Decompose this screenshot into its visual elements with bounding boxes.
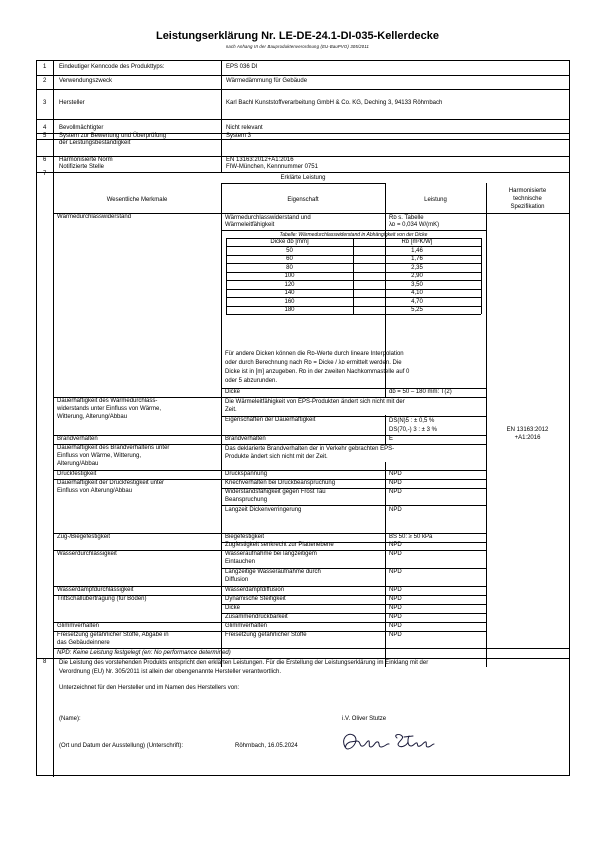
glimm-eigenschaft: Glimmverhalten	[225, 623, 268, 629]
npd-note: NPD: Keine Leistung festgelegt (en: No performance determined)	[57, 650, 231, 656]
dauer-waerme-eigenschaft: Eigenschaften der Dauerhaftigkeit	[225, 417, 316, 423]
header-spezifikation-1: Harmonisierte	[508, 188, 547, 194]
row-4-label: Bevollmächtigter	[59, 125, 104, 131]
document-title: Leistungserklärung Nr. LE-DE-24.1-DI-035-Kellerdecke	[155, 30, 440, 42]
row-5-number: 5	[43, 133, 47, 139]
druck-eigenschaft: Druckspannung	[225, 471, 268, 477]
zug-value-2: NPD	[389, 542, 402, 548]
tritt-eig-1: Dynamische Steifigkeit	[225, 596, 286, 602]
table-col-resistance: Rᴅ [m²K/W]	[401, 239, 433, 245]
section-8-place-value: Röhrnbach, 16.05.2024	[235, 743, 298, 749]
document-subtitle: nach Anhang III der Bauproduktenverordnung (EU-BauPVO) 305/2011	[225, 44, 370, 49]
table-row-resistance: 3,50	[411, 282, 423, 288]
interpolation-note-4: oder 5 abzurunden.	[225, 378, 278, 384]
interpolation-note-2: oder durch Berechnung nach Rᴅ = Dicke / λᴅ ermittelt werden. Die	[225, 360, 402, 366]
section-8-number: 8	[43, 659, 47, 665]
dampf-eigenschaft: Wasserdampfdiffusion	[225, 587, 285, 593]
row-2-number: 2	[43, 78, 47, 84]
row-1-number: 1	[43, 64, 47, 70]
dauer-waerme-value-2: DS(70,-) 3 : ± 3 %	[389, 427, 437, 433]
table-row-thickness: 80	[286, 265, 293, 271]
spec-line-1: EN 13163:2012	[506, 427, 549, 433]
dauer-waerme-text-1: Die Wärmeleitfähigkeit von EPS-Produkten ändert sich nicht mit der	[225, 399, 405, 405]
stoffe-label-1: Freisetzung gefährlicher Stoffe, Abgabe in	[57, 632, 169, 638]
header-eigenschaft: Eigenschaft	[287, 197, 319, 203]
zug-eig-2: Zugfestigkeit senkrecht zur Plattenebene	[225, 542, 334, 548]
tritt-label: Trittschallübertragung (für Böden)	[57, 596, 147, 602]
table-caption: Tabelle: Wärmedurchlasswiderstand in Abhängigkeit von der Dicke	[279, 232, 428, 238]
waerme-eigenschaft-1: Wärmedurchlasswiderstand und	[225, 215, 311, 221]
waerme-label: Wärmedurchlasswiderstand	[57, 214, 132, 220]
glimm-value: NPD	[389, 623, 402, 629]
row-4-number: 4	[43, 125, 47, 131]
dauer-druck-eig-3: Langzeit Dickenverringerung	[225, 507, 302, 513]
wasser-value-2: NPD	[389, 569, 402, 575]
zug-eig-1: Biegefestigkeit	[225, 534, 265, 540]
row-6-value-line2: FIW-München, Kennnummer 0751	[226, 164, 318, 170]
wasser-eig-1a: Wasseraufnahme bei langzeitigem	[225, 551, 317, 557]
table-row-thickness: 180	[284, 307, 295, 313]
dauer-waerme-text-2: Zeit.	[225, 407, 237, 413]
signature-image	[339, 727, 439, 757]
interpolation-note-1: Für andere Dicken können die Rᴅ-Werte durch lineare Interpolation	[225, 351, 404, 357]
dauer-druck-label-2: Einfluss von Alterung/Abbau	[57, 488, 133, 494]
druck-label: Druckfestigkeit	[57, 471, 97, 477]
zug-label: Zug-/Biegefestigkeit	[57, 534, 111, 540]
table-row-resistance: 5,25	[411, 307, 423, 313]
brand-eigenschaft: Brandverhalten	[225, 436, 266, 442]
dauer-brand-text-2: Produkte ändert sich nicht mit der Zeit.	[225, 454, 328, 460]
dauer-druck-eig-1: Kriechverhalten bei Druckbeanspruchung	[225, 480, 336, 486]
dauer-brand-label-1: Dauerhaftigkeit des Brandverhaltens unter	[57, 445, 170, 451]
table-row-thickness: 50	[286, 248, 293, 254]
header-leistung: Leistung	[424, 197, 447, 203]
dauer-waerme-value-1: DS(N)5 : ± 0,5 %	[389, 418, 435, 424]
dicke-value: dᴅ = 50 – 180 mm: T(2)	[389, 389, 452, 395]
row-2-value: Wärmedämmung für Gebäude	[226, 78, 308, 84]
section-8-signed-for: Unterzeichnet für den Hersteller und im Namen des Herstellers von:	[59, 685, 240, 691]
table-row-resistance: 4,10	[411, 290, 423, 296]
dauer-druck-value-2: NPD	[389, 489, 402, 495]
row-4-value: Nicht relevant	[226, 125, 263, 131]
section-8-text-2: Verordnung (EU) Nr. 305/2011 ist allein der obengenannte Hersteller verantwortlich.	[59, 669, 282, 675]
section-8-name-value: i.V. Oliver Stutze	[342, 716, 387, 722]
row-2-label: Verwendungszweck	[59, 78, 113, 84]
row-1-label: Eindeutiger Kenncode des Produkttyps:	[59, 64, 165, 70]
dauer-druck-eig-2b: Beanspruchung	[225, 497, 268, 503]
druck-value: NPD	[389, 471, 402, 477]
stoffe-eigenschaft: Freisetzung gefährlicher Stoffe	[225, 632, 307, 638]
table-col-thickness: Dicke dᴅ [mm]	[270, 239, 309, 245]
table-row-thickness: 60	[286, 256, 293, 262]
dauer-waerme-label-3: Witterung, Alterung/Abbau	[57, 414, 128, 420]
table-row-resistance: 1,46	[411, 248, 423, 254]
row-6-label-line2: Notifizierte Stelle	[59, 164, 105, 170]
brand-label: Brandverhalten	[57, 436, 98, 442]
tritt-eig-3: Zusammendrückbarkeit	[225, 614, 288, 620]
row-6-label-line1: Harmonisierte Norm	[59, 157, 113, 163]
row-3-value: Karl Bachl Kunststoffverarbeitung GmbH & Co. KG, Deching 3, 94133 Röhrnbach	[226, 100, 443, 106]
row-6-value-line1: EN 13163:2012+A1:2016	[226, 157, 294, 163]
table-row-thickness: 140	[284, 290, 295, 296]
spec-line-2: +A1:2016	[514, 435, 541, 441]
table-row-resistance: 2,90	[411, 273, 423, 279]
table-row-resistance: 1,76	[411, 256, 423, 262]
section-7-title: Erklärte Leistung	[280, 175, 326, 181]
zug-value-1: BS 50: ≥ 50 kPa	[389, 534, 433, 540]
wasser-eig-1b: Eintauchen	[225, 559, 256, 565]
row-1-value: EPS 036 DI	[226, 64, 258, 70]
tritt-value-3: NPD	[389, 614, 402, 620]
wasser-label: Wasserdurchlässigkeit	[57, 551, 117, 557]
header-spezifikation-2: technische	[513, 196, 542, 202]
wasser-value-1: NPD	[389, 551, 402, 557]
waerme-leistung-1: Rᴅ s. Tabelle	[389, 215, 424, 221]
dauer-druck-value-3: NPD	[389, 507, 402, 513]
table-row-resistance: 2,35	[411, 265, 423, 271]
tritt-value-1: NPD	[389, 596, 402, 602]
glimm-label: Glimmverhalten	[57, 623, 100, 629]
table-row-thickness: 100	[284, 273, 295, 279]
dauer-druck-label-1: Dauerhaftigkeit der Druckfestigkeit unter	[57, 480, 165, 486]
header-spezifikation-3: Spezifikation	[510, 204, 545, 210]
dauer-druck-value-1: NPD	[389, 480, 402, 486]
header-merkmale: Wesentliche Merkmale	[106, 197, 168, 203]
wasser-eig-2b: Diffusion	[225, 577, 249, 583]
dauer-waerme-label-1: Dauerhaftigkeit des Wärmedurchlass-	[57, 398, 158, 404]
waerme-leistung-2: λᴅ = 0,034 W/(mK)	[389, 222, 440, 228]
waerme-eigenschaft-2: Wärmeleitfähigkeit	[225, 222, 275, 228]
declaration-table	[36, 60, 570, 776]
stoffe-label-2: das Gebäudeinnere	[57, 640, 110, 646]
dauer-brand-label-3: Alterung/Abbau	[57, 461, 99, 467]
row-3-label: Hersteller	[59, 100, 85, 106]
row-5-value: System 3	[226, 133, 252, 139]
brand-value: E	[389, 436, 394, 442]
tritt-eig-2: Dicke	[225, 605, 241, 611]
table-row-resistance: 4,70	[411, 299, 423, 305]
dauer-druck-eig-2a: Widerstandsfähigkeit gegen Frost Tau	[225, 489, 326, 495]
table-row-thickness: 160	[284, 299, 295, 305]
section-8-name-label: (Name):	[59, 716, 81, 722]
section-7-number: 7	[43, 171, 47, 177]
interpolation-note-3: Dicke ist in [m] anzugeben. Rᴅ in der zweiten Nachkommastelle auf 0	[225, 369, 410, 375]
row-5-label-line1: System zur Bewertung und Überprüfung	[59, 133, 167, 139]
dicke-label: Dicke	[225, 389, 241, 395]
table-row-thickness: 120	[284, 282, 295, 288]
tritt-value-2: NPD	[389, 605, 402, 611]
section-8-text-1: Die Leistung des vorstehenden Produkts entspricht den erklärten Leistungen. Für die Erstellung der Leistungserklärung im Einklang mit der	[59, 660, 429, 666]
stoffe-value: NPD	[389, 632, 402, 638]
dauer-brand-label-2: Einfluss von Wärme, Witterung,	[57, 453, 142, 459]
wasser-eig-2a: Langzeitige Wasseraufnahme durch	[225, 569, 321, 575]
section-8-place-label: (Ort und Datum der Ausstellung) (Unterschrift):	[59, 743, 184, 749]
dampf-label: Wasserdampfdurchlässigkeit	[57, 587, 134, 593]
dauer-waerme-label-2: widerstands unter Einfluss von Wärme,	[57, 406, 162, 412]
dampf-value: NPD	[389, 587, 402, 593]
row-3-number: 3	[43, 100, 47, 106]
row-6-number: 6	[43, 157, 47, 163]
row-5-label-line2: der Leistungsbeständigkeit	[59, 140, 131, 146]
dauer-brand-text-1: Das deklarierte Brandverhalten der in Verkehr gebrachten EPS-	[225, 446, 395, 452]
